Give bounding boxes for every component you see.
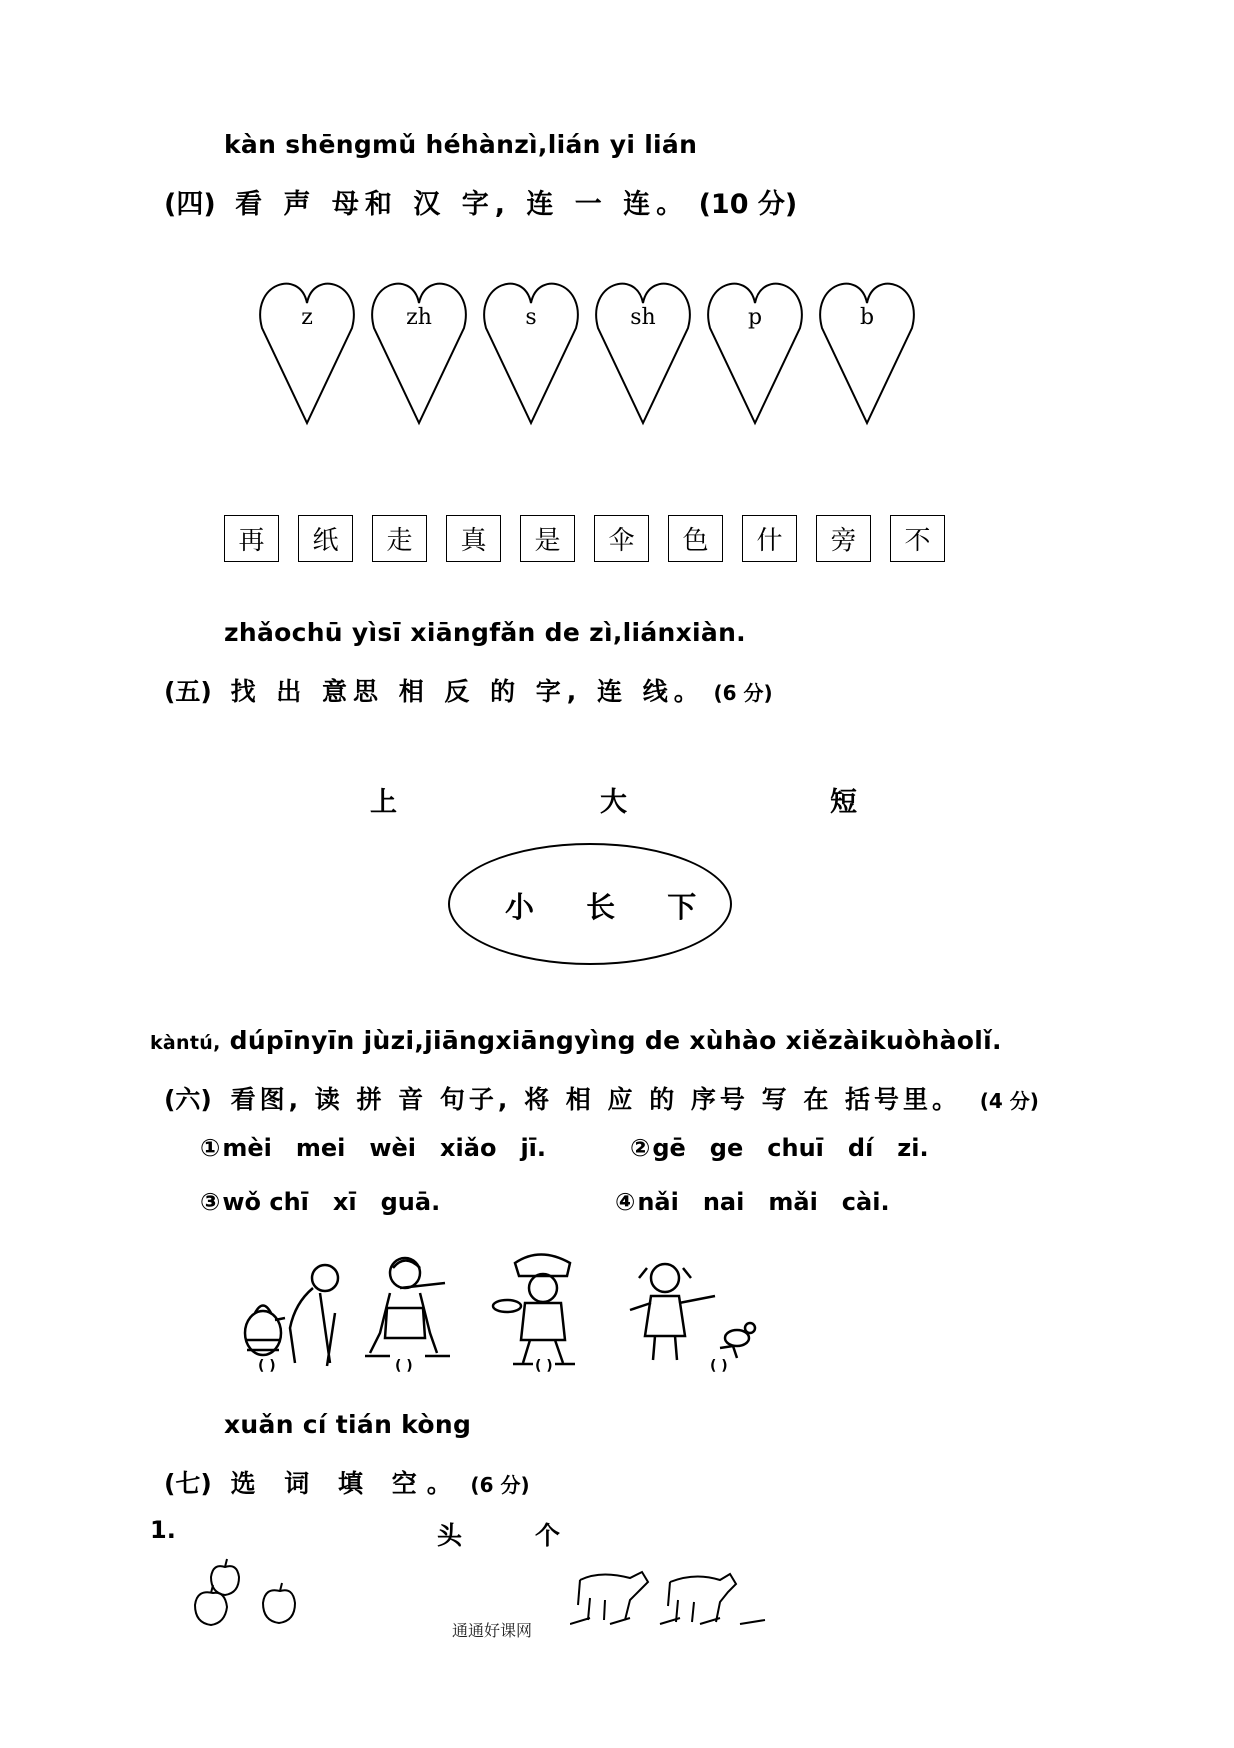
heart-label: s <box>525 305 537 330</box>
sentence-word: ge <box>709 1134 744 1162</box>
cattle-picture <box>570 1560 770 1630</box>
sentence-word: cài. <box>841 1188 890 1216</box>
heart-4 <box>596 284 690 423</box>
char-box-10: 不 <box>890 515 945 562</box>
char-box-2: 纸 <box>298 515 353 562</box>
sentence-word: nǎi <box>637 1188 679 1216</box>
question1-word-1: 头 <box>437 1521 463 1550</box>
blank-3[interactable]: ( ) <box>535 1358 553 1374</box>
heart-label: b <box>859 305 875 330</box>
sentence-number: ① <box>200 1134 221 1162</box>
sentence-word: jī. <box>520 1134 547 1162</box>
blank-1[interactable]: ( ) <box>258 1358 276 1374</box>
heart-6 <box>820 284 914 423</box>
sentence-word: mǎi <box>768 1188 818 1216</box>
section5-score: (6 分) <box>713 681 773 705</box>
heart-label: sh <box>630 305 656 330</box>
sentence-2 <box>630 1134 953 1162</box>
sentence-word: mei <box>295 1134 346 1162</box>
sentence-word: dí <box>847 1134 874 1162</box>
section6-score: (4 分) <box>979 1089 1039 1113</box>
char-box-4: 真 <box>446 515 501 562</box>
section7-heading <box>164 1464 530 1500</box>
section4-number: (四) <box>164 189 216 220</box>
question1-number: 1. <box>150 1516 176 1544</box>
section5-heading <box>164 672 773 708</box>
boy-flute-figure <box>365 1258 450 1356</box>
heart-label: z <box>301 305 313 330</box>
sentence-3 <box>200 1188 464 1216</box>
char-box-6: 伞 <box>594 515 649 562</box>
opposite-word-1: 上 <box>370 787 397 818</box>
sentence-word: gē <box>652 1134 686 1162</box>
char-box-9: 旁 <box>816 515 871 562</box>
sentence-4 <box>615 1188 914 1216</box>
character-boxes <box>224 515 945 562</box>
sentence-word: xī <box>332 1188 357 1216</box>
apples-picture <box>185 1555 315 1630</box>
section6-pinyin-main: dúpīnyīn jùzi,jiāngxiāngyìng de xùhào xiězàikuòhàolǐ. <box>229 1026 1002 1055</box>
sentence-word: wèi <box>369 1134 417 1162</box>
blank-4[interactable]: ( ) <box>710 1358 728 1374</box>
opposite-word-2: 大 <box>600 787 627 818</box>
char-box-3: 走 <box>372 515 427 562</box>
ellipse-word-1: 小 <box>505 890 535 924</box>
footer-watermark: 通通好课网 <box>452 1621 533 1640</box>
section6-heading <box>164 1080 1039 1116</box>
sentence-word: nai <box>702 1188 745 1216</box>
sentence-word: guā. <box>380 1188 441 1216</box>
sentence-word: mèi <box>222 1134 272 1162</box>
opposite-word-3: 短 <box>830 787 857 818</box>
heart-label: zh <box>406 305 432 330</box>
question1-word-2: 个 <box>535 1521 561 1550</box>
section7-score: (6 分) <box>470 1473 530 1497</box>
sentence-number: ④ <box>615 1188 636 1216</box>
sentence-word: zi. <box>897 1134 929 1162</box>
section6-title: 看图, 读 拼 音 句子, 将 相 应 的 序号 写 在 括号里。 <box>230 1085 962 1114</box>
section7-title: 选 词 填 空。 <box>230 1469 462 1498</box>
sentence-1 <box>200 1134 570 1162</box>
ellipse-word-3: 下 <box>667 890 697 924</box>
section7-pinyin: xuǎn cí tián kòng <box>224 1410 472 1439</box>
section4-score: (10 分) <box>698 189 798 220</box>
ellipse-words <box>505 885 738 926</box>
heart-2 <box>372 284 466 423</box>
section6-pinyin-lead: kàntú, <box>150 1032 221 1054</box>
section4-pinyin: kàn shēngmǔ héhànzì,lián yi lián <box>224 130 698 159</box>
section5-pinyin: zhǎochū yìsī xiāngfǎn de zì,liánxiàn. <box>224 618 746 647</box>
section5-number: (五) <box>164 677 212 706</box>
char-box-7: 色 <box>668 515 723 562</box>
sentence-word: xiǎo <box>440 1134 497 1162</box>
sentence-number: ② <box>630 1134 651 1162</box>
picture-svg <box>235 1248 815 1378</box>
heart-label: p <box>747 305 763 330</box>
section5-title: 找 出 意思 相 反 的 字, 连 线。 <box>230 677 705 706</box>
char-box-5: 是 <box>520 515 575 562</box>
boy-watermelon-figure <box>493 1255 575 1365</box>
sentence-number: ③ <box>200 1188 221 1216</box>
hearts-svg <box>260 278 920 438</box>
heart-1 <box>260 284 354 423</box>
section4-heading <box>164 182 797 221</box>
section6-pinyin <box>150 1026 1002 1055</box>
blank-2[interactable]: ( ) <box>395 1358 413 1374</box>
section4-title: 看 声 母和 汉 字, 连 一 连。 <box>235 189 690 220</box>
picture-row <box>235 1248 815 1378</box>
hearts-row <box>260 278 920 438</box>
sentence-word: wǒ chī <box>222 1188 309 1216</box>
girl-chick-figure <box>630 1264 755 1360</box>
heart-3 <box>484 284 578 423</box>
section7-number: (七) <box>164 1469 212 1498</box>
ellipse-word-2: 长 <box>586 890 616 924</box>
sentence-word: chuī <box>767 1134 824 1162</box>
section6-number: (六) <box>164 1085 212 1114</box>
char-box-8: 什 <box>742 515 797 562</box>
heart-5 <box>708 284 802 423</box>
char-box-1: 再 <box>224 515 279 562</box>
grandma-figure <box>245 1265 338 1366</box>
